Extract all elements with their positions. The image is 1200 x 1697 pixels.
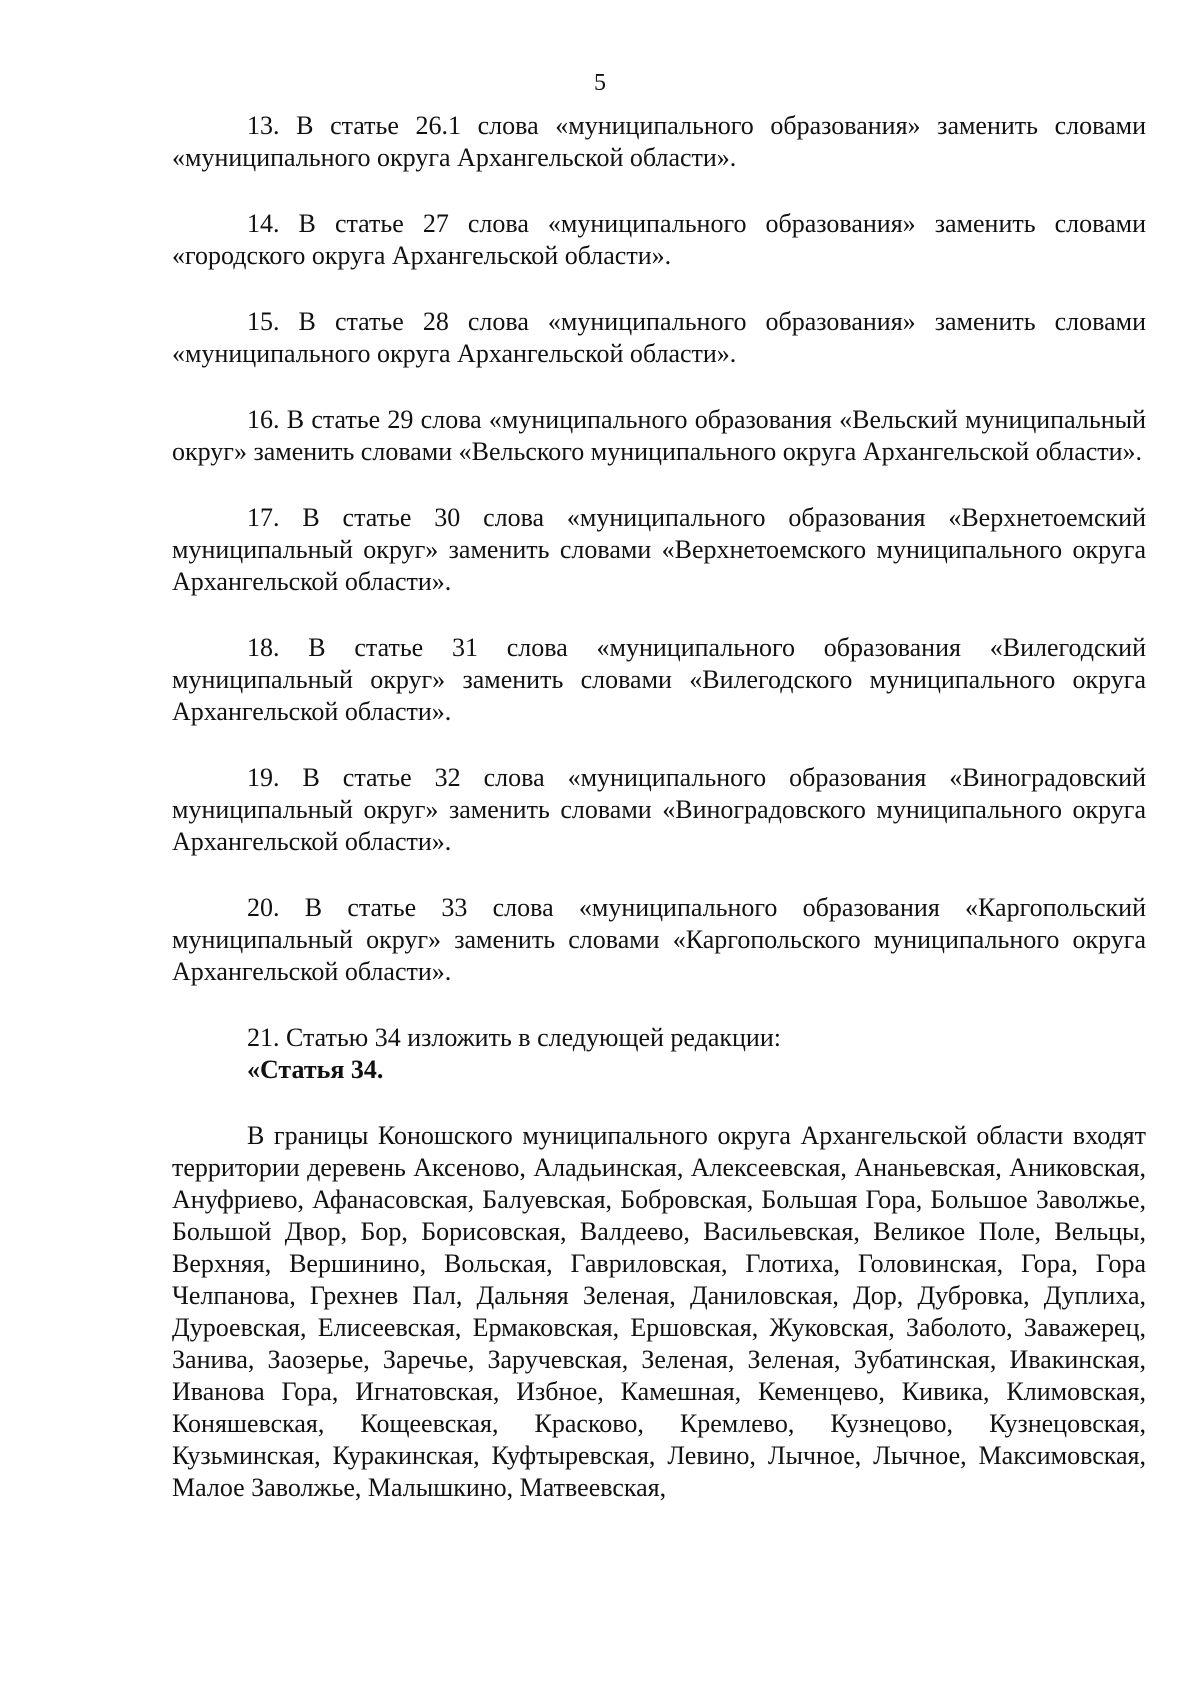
item-16: 16. В статье 29 слова «муниципального образования «Вельский муниципальный округ» заменить словами «Вельского муниципального округа Архангельской области».: [172, 405, 1146, 466]
item-17: 17. В статье 30 слова «муниципального образования «Верхнетоемский муниципальный округ» заменить словами «Верхнетоемского муниципального округа Архангельской области».: [172, 503, 1146, 596]
item-20: 20. В статье 33 слова «муниципального образования «Каргопольский муниципальный округ» заменить словами «Каргопольского муниципального округа Архангельской области».: [172, 893, 1146, 986]
item-13: 13. В статье 26.1 слова «муниципального образования» заменить словами «муниципального округа Архангельской области».: [172, 111, 1146, 172]
item-15: 15. В статье 28 слова «муниципального образования» заменить словами «муниципального округа Архангельской области».: [172, 307, 1146, 368]
article-34-body: В границы Коношского муниципального округа Архангельской области входят территории деревень Аксеново, Аладьинская, Алексеевская, Ананьевская, Аниковская, Ануфриево, Афанасовская, Балуевская, Бобровская, Большая Гора, Большое Заволжье, Большой Двор, Бор, Борисовская, Валдеево, Васильевская, Великое Поле, Вельцы, Верхняя, Вершинино, Вольская, Гавриловская, Глотиха, Головинская, Гора, Гора Челпанова, Грехнев Пал, Дальняя Зеленая, Даниловская, Дор, Дубровка, Дуплиха, Дуроевская, Елисеевская, Ермаковская, Ершовская, Жуковская, Заболото, Заважерец, Занива, Заозерье, Заречье, Заручевская, Зеленая, Зеленая, Зубатинская, Ивакинская, Иванова Гора, Игнатовская, Избное, Камешная, Кеменцево, Кивика, Климовская, Коняшевская, Кощеевская, Красково, Кремлево, Кузнецово, Кузнецовская, Кузьминская, Куракинская, Куфтыревская, Левино, Лычное, Лычное, Максимовская, Малое Заволжье, Малышкино, Матвеевская,: [172, 1121, 1146, 1502]
page-number: 5: [594, 70, 606, 96]
item-14: 14. В статье 27 слова «муниципального образования» заменить словами «городского округа Архангельской области».: [172, 209, 1146, 270]
article-34-heading: «Статья 34.: [247, 1055, 384, 1084]
document-body: [172, 110, 1146, 1504]
item-21-intro: 21. Статью 34 изложить в следующей редакции:: [247, 1023, 781, 1052]
spacer: [172, 1086, 1146, 1120]
item-18: 18. В статье 31 слова «муниципального образования «Вилегодский муниципальный округ» заменить словами «Вилегодского муниципального округа Архангельской области».: [172, 633, 1146, 726]
item-19: 19. В статье 32 слова «муниципального образования «Виноградовский муниципальный округ» заменить словами «Виноградовского муниципального округа Архангельской области».: [172, 763, 1146, 856]
